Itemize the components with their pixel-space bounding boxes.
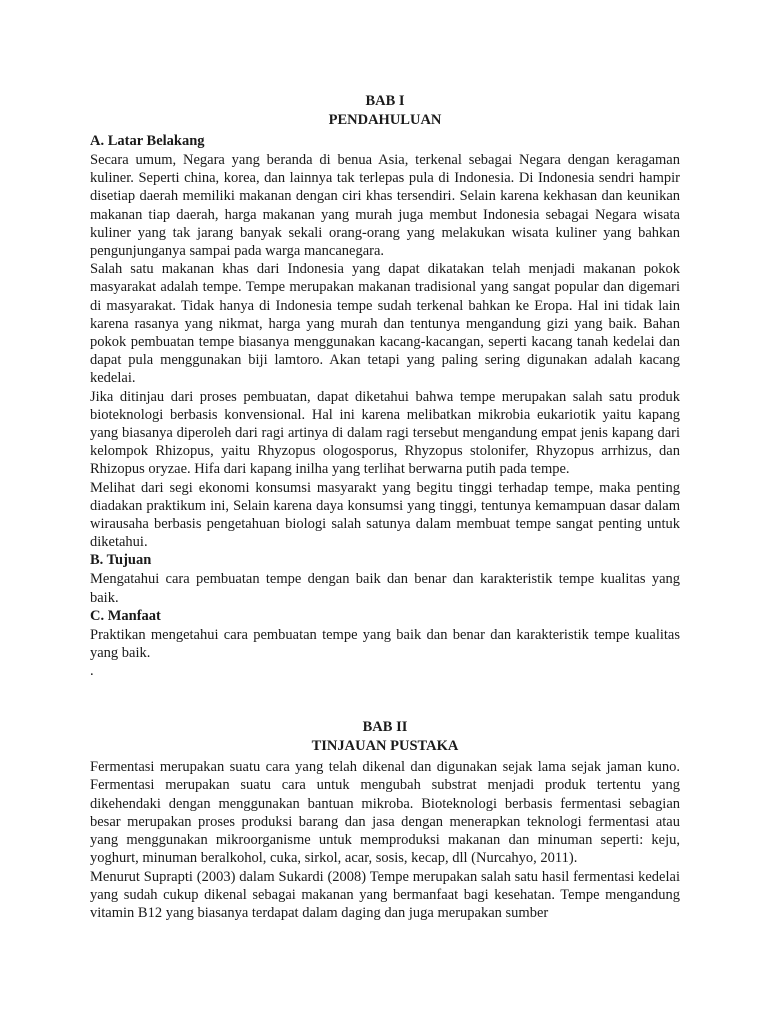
paragraph: Fermentasi merupakan suatu cara yang telah dikenal dan digunakan sejak lama sejak jaman kuno. Fermentasi merupakan suatu cara untuk mengubah substrat menjadi produk tertentu yang dikehendaki dengan menggunakan bantuan mikroba. Bioteknologi berbasis fermentasi sebagian besar merupakan proses produksi barang dan jasa dengan menerapkan teknologi fermentasi atau yang menggunakan mikroorganisme untuk memproduksi makanan dan minuman seperti: keju, yoghurt, minuman beralkohol, cuka, sirkol, acar, sosis, kecap, dll (Nurcahyo, 2011). [90,759,680,867]
chapter-1-subtitle: PENDAHULUAN [328,112,442,128]
section-c-text: Praktikan mengetahui cara pembuatan tempe yang baik dan benar dan karakteristik tempe kualitas yang baik. [90,626,680,662]
section-b-heading: B. Tujuan [90,552,152,569]
chapter-2-title: BAB II [362,719,408,736]
chapter-2-subtitle: TINJAUAN PUSTAKA [311,738,459,755]
section-a-heading: A. Latar Belakang [90,133,205,149]
chapter-1-title: BAB I [365,93,405,109]
paragraph: Secara umum, Negara yang beranda di benua Asia, terkenal sebagai Negara dengan keragaman kuliner. Seperti china, korea, dan lainnya tak terlepas pula di Indonesia. Di Indonesia sendri hampir disetiap daerah memiliki makanan dengan ciri khas tersendiri. Selain karena kekhasan dan keunikan makanan tiap daerah, harga makanan yang murah juga membut Indonesia sebagai Negara wisata kuliner yang tak jarang banyak sekali orang-orang yang melakukan wisata kuliner yang bahkan pengunjunganya sampai pada warga mancanegara. [90,152,680,260]
trailing-mark: . [90,663,94,680]
paragraph: Menurut Suprapti (2003) dalam Sukardi (2008) Tempe merupakan salah satu hasil fermentasi kedelai yang sudah cukup dikenal sebagai makanan yang bermanfaat bagi kesehatan. Tempe mengandung vitamin B12 yang biasanya terdapat dalam daging dan juga merupakan sumber [90,868,680,921]
paragraph: Melihat dari segi ekonomi konsumsi masyarakt yang begitu tinggi terhadap tempe, maka penting diadakan praktikum ini, Selain karena daya konsumsi yang tinggi, tentunya kemampuan dasar dalam wirausaha berbasis pengetahuan biologi salah satunya dalam membuat tempe sangat penting untuk diketahui. [90,479,680,551]
chapter-gap [90,680,680,718]
paragraph: Salah satu makanan khas dari Indonesia yang dapat dikatakan telah menjadi makanan pokok masyarakat adalah tempe. Tempe merupakan makanan tradisional yang sangat popular dan digemari di masyarakat. Tidak hanya di Indonesia tempe sudah terkenal bahkan ke Eropa. Hal ini tidak lain karena rasanya yang nikmat, harga yang murah dan tentunya mengandung gizi yang baik. Bahan pokok pembuatan tempe biasanya menggunakan kacang-kacangan, seperti kacang tanah kedelai dan dapat pula menggunakan biji lamtoro. Akan tetapi yang paling sering digunakan adalah kacang kedelai. [90,261,680,387]
section-b-text: Mengatahui cara pembuatan tempe dengan baik dan benar dan karakteristik tempe kualitas yang baik. [90,571,680,606]
paragraph: Jika ditinjau dari proses pembuatan, dapat diketahui bahwa tempe merupakan salah satu produk bioteknologi berbasis konvensional. Hal ini karena melibatkan mikrobia eukariotik yaitu kapang yang biasanya diperoleh dari ragi artinya di dalam ragi tersebut mengandung empat jenis kapang dari kelompok Rhizopus, yaitu Rhyzopus ologosporus, Rhyzopus stolonifer, Rhyzopus arrhizus, dan Rhizopus oryzae. Hifa dari kapang inilha yang terlihat berwarna putih pada tempe. [90,388,680,478]
section-c-heading: C. Manfaat [90,607,161,624]
